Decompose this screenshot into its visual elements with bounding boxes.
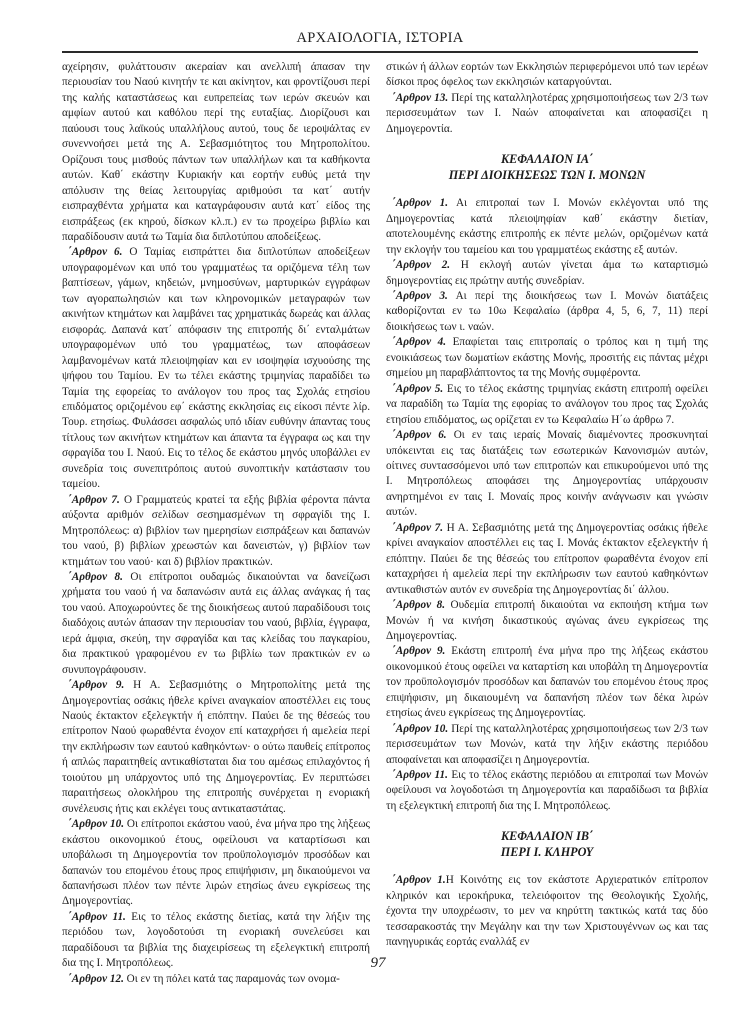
article-label: ΄Αρθρον 9. xyxy=(68,679,125,692)
article-label: ΄Αρθρον 7. xyxy=(392,521,444,534)
article-label: ΄Αρθρον 10. xyxy=(392,722,449,735)
article-9 xyxy=(62,678,370,817)
chapter-11-article-5 xyxy=(386,382,708,428)
article-label: ΄Αρθρον 6. xyxy=(392,429,447,442)
chapter-heading-11 xyxy=(386,152,708,183)
article-label: ΄Αρθρον 8. xyxy=(392,599,446,612)
page-number: 97 xyxy=(370,955,386,971)
chapter-11-article-6 xyxy=(386,428,708,521)
article-text: Οι επίτροποι εκάστου ναού, ένα μήνα προ της λήξεως εκάστου οικονομικού έτους, οφείλουσι να καταρτίσωσι και υποβάλωσι τη Δημογεροντία τον προϋπολογισμόν προσόδων και δαπανών του επομένου έτους προς επιψήφισιν, μη δικαιούμενοι να δαπανήσωσι πλέον των πέντε λιρών ετησίως άνευ εγκρίσεως της Δημογεροντίας. xyxy=(62,818,370,908)
article-text: Περί της καταλληλοτέρας χρησιμοποιήσεως των 2/3 των περισσευμάτων των Ι. Ναών αποφαίνεται και αποφασίζει η Δημογεροντία. xyxy=(386,91,708,135)
article-text: Εις το τέλος εκάστης διετίας, κατά την λήξιν της περιόδου των, λογοδοτούσι τη ενοριακή συνελεύσει και παραδίδουσι τα βιβλία της διαχειρίσεως τη εξελεγκτική επιτροπή δια της Ι. Μητροπόλεως. xyxy=(62,910,371,970)
article-text: Εκάστη επιτροπή ένα μήνα προ της λήξεως εκάστου οικονομικού έτους οφείλει να καταρτίση και υποβάλη τη Δημογεροντία τον προϋπολογισμόν προσόδων και δαπανών του επομένου έτους προς επιψήφισιν, μη δικαιουμένη να δαπανήση πλέον των δέκα λιρών ετησίως άνευ εγκρίσεως της Δημογεροντίας. xyxy=(386,645,708,720)
article-label: ΄Αρθρον 1. xyxy=(392,874,446,887)
chapter-11-article-2 xyxy=(386,258,708,289)
running-head: ΑΡΧΑΙΟΛΟΓΙΑ, ΙΣΤΟΡΙΑ xyxy=(296,30,464,46)
article-label: ΄Αρθρον 5. xyxy=(392,382,444,395)
article-text: Ο Γραμματεύς κρατεί τα εξής βιβλία φέροντα πάντα αύξοντα αριθμόν σελίδων σεσημασμένων τη σφραγίδι της Ι. Μητροπόλεως: α) βιβλίον των ημερησίων εισπράξεων και δαπανών του ναού, β) βιβλίων χρεωστών και δανειστών, γ) βιβλίον των κτημάτων του ναού· και δ) βιβλίον πρακτικών. xyxy=(62,493,370,568)
chapter-12-article-1 xyxy=(386,873,708,950)
article-text: Αι περί της διοικήσεως των Ι. Μονών διατάξεις καθορίζονται εν τω 10ω Κεφαλαίω (άρθρα 4, 5, 6, 7, 11) περί διοικήσεως των ι. ναών. xyxy=(386,289,708,333)
continuation-paragraph: αχείρησιν, φυλάττουσιν ακεραίαν και ανελλιπή άπασαν την περιουσίαν του Ναού κινητήν τε και ακίνητον, και φροντίζουσι περί της καλής καταστάσεως και ευπρεπείας των ιερών σκευών και αμφίων αυτού και καθόλου περί της ευταξίας. Διορίζουσι και παύουσι τους λαϊκούς υπαλλήλους αυτού, τους δε ιεροψάλτας εν συνεννοήσει μετά της Α. Σεβασμιότητος του Μητροπολίτου. Ορίζουσι τους μισθούς πάντων των υπαλλήλων και τα καθήκοντα αυτών. Καθ΄ εκάστην Κυριακήν και εορτήν ευθύς μετά την απόλυσιν της θείας λειτουργίας αριθμούσι τα κατ΄ αυτήν εισπραχθέντα χρήματα και καταγράφουσιν αυτά κατ΄ είδος της εισπράξεως (εκ κηρού, δίσκων κλ.π.) εν τω προχείρω βιβλίω και παραδίδουσιν αυτά τω Ταμία δια διπλοτύπου αποδείξεως. xyxy=(62,61,370,243)
chapter-number: ΚΕΦΑΛΑΙΟΝ ΙΒ΄ xyxy=(500,829,594,844)
article-text: Επαφίεται ταις επιτροπαίς ο τρόπος και η τιμή της ενοικιάσεως των δωματίων εκάστης Μονής, προσιτής εις πάντας μέχρι σημείου μη παραβλάπτοντος τα της Μονής συμφέροντα. xyxy=(386,336,708,380)
article-7 xyxy=(62,493,370,570)
chapter-11-article-4 xyxy=(386,335,708,381)
chapter-heading-12 xyxy=(386,829,708,860)
article-text: Εις το τέλος εκάστης τριμηνίας εκάστη επιτροπή οφείλει να παραδίδη τω Ταμία της εφορίας το ανάλογον του προς τας Σχολάς ετησίου επιδόματος, ως ορίζεται εν τω Κεφαλαίω Η΄ω άρθρω 7. xyxy=(386,382,708,426)
article-10 xyxy=(62,817,370,910)
article-label: ΄Αρθρον 11. xyxy=(392,769,448,782)
article-label: ΄Αρθρον 13. xyxy=(392,91,449,104)
article-label: ΄Αρθρον 11. xyxy=(68,910,126,923)
article-text: Η Α. Σεβασμιότης ο Μητροπολίτης μετά της Δημογεροντίας οσάκις ήθελε κρίνει αναγκαίον αποστέλλει εις τους Ναούς έκτακτον εξελεγκτήν ή επόπτην. Παύει δε της θέσεώς του επίτροπον Ναού φωραθέντα ένοχον επί καταχρήσει ή αμελεία περί την εκπλήρωσιν των εαυτού καθηκόντων· ο ούτω παυθείς επίτροπος ή απλώς παραιτηθείς αντικαθίσταται δια του αμέσως επιλαχόντος ή τοιούτου μη υπάρχοντος υπό της Δημογεροντίας. Εν περιπτώσει παραιτήσεως ολοκλήρου της επιτροπής συνέρχεται η ενοριακή συνέλευσις ήτις και εκλέγει τους αντικαταστάτας. xyxy=(62,679,370,815)
article-text: Ο Ταμίας εισπράττει δια διπλοτύπων αποδείξεων υπογραφομένων και υπό του γραμματέως τα οριζόμενα τέλη των βαπτίσεων, γάμων, κηδειών, μνημοσύνων, μαρτυρικών εγγράφων των αγοραπωλησιών και των κληρονομικών μεταγραφών των ακινήτων κτημάτων και λαμβάνει τας χρηματικάς δωρεάς και άλλας εισφοράς. Δαπανά κατ΄ απόφασιν της επιτροπής δι΄ ενταλμάτων υπογραφομένων υπό του γραμματέως, των αποφάσεων λαμβανομένων κατά πλειοψηφίαν και εν ισοψηφία ισχυούσης της ψήφου του Ταμίου. Εν τω τέλει εκάστης τριμηνίας παραδίδει τω Ταμία της εφορείας το ανάλογον του προς τας Σχολάς ετησίου επιδόματος οριζομένου εφ΄ εκάστης εκκλησίας εις είκοσι πέντε λίρ. Τουρ. ετησίως. Φυλάσσει ασφαλώς υπό ιδίαν ευθύνην άπαντας τους τίτλους των ακινήτων κτημάτων και άπαντα τα έγγραφα ως και την σφραγίδα του Ι. Ναού. Εις το τέλος δε εκάστου μηνός υποβάλλει εν συνεδρία τοις συνεπιτρόποις αυτού συνοπτικήν κατάστασιν του ταμείου. xyxy=(62,246,370,491)
chapter-11-article-8 xyxy=(386,598,708,644)
article-label: ΄Αρθρον 9. xyxy=(392,645,446,658)
article-text: Η Κοινότης εις τον εκάστοτε Αρχιερατικόν επίτροπον κληρικόν και ιεροκήρυκα, τελειόφοιτον της Θεολογικής Σχολής, έχοντα την υποχρέωσιν, το μεν να κηρύττη τακτικώς κατά τας δύο τεσσαρακοστάς την Μεγάλην και την των Χριστουγέννων ως και τας πανηγυρικάς εορτάς εναλλάξ εν xyxy=(386,874,708,949)
article-label: ΄Αρθρον 8. xyxy=(68,570,123,583)
article-text: Οι εν τη πόλει κατά τας παραμονάς των ονομα- xyxy=(123,972,340,985)
article-label: ΄Αρθρον 1. xyxy=(392,197,449,210)
chapter-title: ΠΕΡΙ Ι. ΚΛΗΡΟΥ xyxy=(500,844,594,859)
article-text: Οι επίτροποι ουδαμώς δικαιούνται να δανείζωσι χρήματα του ναού ή να δαπανώσιν αυτά εις άλλας ανάγκας ή τας του ναού. Αποχωρούντες δε της διοικήσεως αυτού παραδίδουσι τοις διαδόχοις αυτών άπασαν την περιουσίαν του ναού, βιβλία, έγγραφα, ιερά άμφια, σκεύη, την σφραγίδα και τας κλείδας του παγκαρίου, δια πρακτικού γραφομένου εν τω βιβλίω των πρακτικών εν ω συνυπογράφουσιν. xyxy=(62,570,370,676)
article-text: Η Α. Σεβασμιότης μετά της Δημογεροντίας οσάκις ήθελε κρίνει αναγκαίον αποστέλλει εις τας Ι. Μονάς έκτακτον εξελεγκτήν ή επόπτην. Παύει δε της θέσεώς του επίτροπον φωραθέντα ένοχον επί καταχρήσει ή αμελεία περί την εκπλήρωσιν των εαυτού καθηκόντων αντικαθιστών αυτόν εν συνεδρία της Δημογεροντίας δι΄ άλλου. xyxy=(386,521,708,596)
article-text: Εις το τέλος εκάστης περιόδου αι επιτροπαί των Μονών οφείλουσι να λογοδοτώσι τη Δημογεροντία και παραδίδωσι τα βιβλία τη εξελεγκτική επιτροπή δια της Ι. Μητροπόλεως. xyxy=(386,769,708,812)
chapter-11-article-10 xyxy=(386,722,708,768)
article-12 xyxy=(62,972,370,987)
continuation-paragraph: στικών ή άλλων εορτών των Εκκλησιών περιφερόμενοι υπό των ιερέων δίσκοι προς όφελος των εκκλησιών καταργούνται. xyxy=(386,61,708,89)
article-text: Η εκλογή αυτών γίνεται άμα τω καταρτισμώ δημογεροντίας εις πρώτην αυτής συνεδρίαν. xyxy=(386,259,708,287)
chapter-title: ΠΕΡΙ ΔΙΟΙΚΗΣΕΩΣ ΤΩΝ Ι. ΜΟΝΩΝ xyxy=(448,167,646,182)
article-label: ΄Αρθρον 2. xyxy=(392,259,451,272)
article-label: ΄Αρθρον 3. xyxy=(392,289,448,302)
article-label: ΄Αρθρον 6. xyxy=(68,246,123,259)
chapter-11-article-7 xyxy=(386,521,708,598)
article-text: Ουδεμία επιτροπή δικαιούται να εκποιήση κτήμα των Μονών ή να κινήση δικαστικούς αγώνας άνευ εγκρίσεως της Δημογεροντίας. xyxy=(386,599,708,642)
article-label: ΄Αρθρον 12. xyxy=(68,972,124,985)
header-rule xyxy=(62,51,698,53)
right-column xyxy=(386,60,708,951)
article-label: ΄Αρθρον 10. xyxy=(68,818,124,831)
chapter-11-article-9 xyxy=(386,644,708,721)
article-label: ΄Αρθρον 4. xyxy=(392,336,447,349)
article-8 xyxy=(62,570,370,678)
article-label: ΄Αρθρον 7. xyxy=(68,493,120,506)
chapter-number: ΚΕΦΑΛΑΙΟΝ ΙΑ΄ xyxy=(500,152,594,167)
chapter-11-article-3 xyxy=(386,289,708,335)
left-column xyxy=(62,60,370,987)
article-13 xyxy=(386,91,708,137)
article-text: Αι επιτροπαί των Ι. Μονών εκλέγονται υπό της Δημογεροντίας κατά πλειοψηφίαν καθ΄ εκάστην διετίαν, αποτελουμένης εκάστης επιτροπής εκ πέντε μελών, οριζομένων κατά την εκλογήν του ταμείου και του γραμματέως εκάστης εξ αυτών. xyxy=(386,197,708,256)
article-6 xyxy=(62,245,370,492)
chapter-11-article-1 xyxy=(386,196,708,258)
article-text: Περί της καταλληλοτέρας χρησιμοποιήσεως των 2/3 των περισσευμάτων των Μονών, κατά την λήξιν εκάστης περιόδου αποφαίνεται και αποφασίζει η Δημογεροντία. xyxy=(386,722,708,766)
chapter-11-article-11 xyxy=(386,768,708,814)
article-text: Οι εν ταις ιεραίς Μοναίς διαμένοντες προσκυνηταί υπόκεινται εις τας διατάξεις των εσωτερικών Κανονισμών αυτών, οίτινες συντασσόμενοι υπό των επιτροπών και επικυρούμενοι υπό της Ι. Μητροπόλεως αποφάσει της Δημογεροντίας υπάρχουσιν ανηρτημένοι εν ταις Ι. Μοναίς προς κοινήν ανάγνωσιν και γνώσιν αυτών. xyxy=(386,429,708,519)
